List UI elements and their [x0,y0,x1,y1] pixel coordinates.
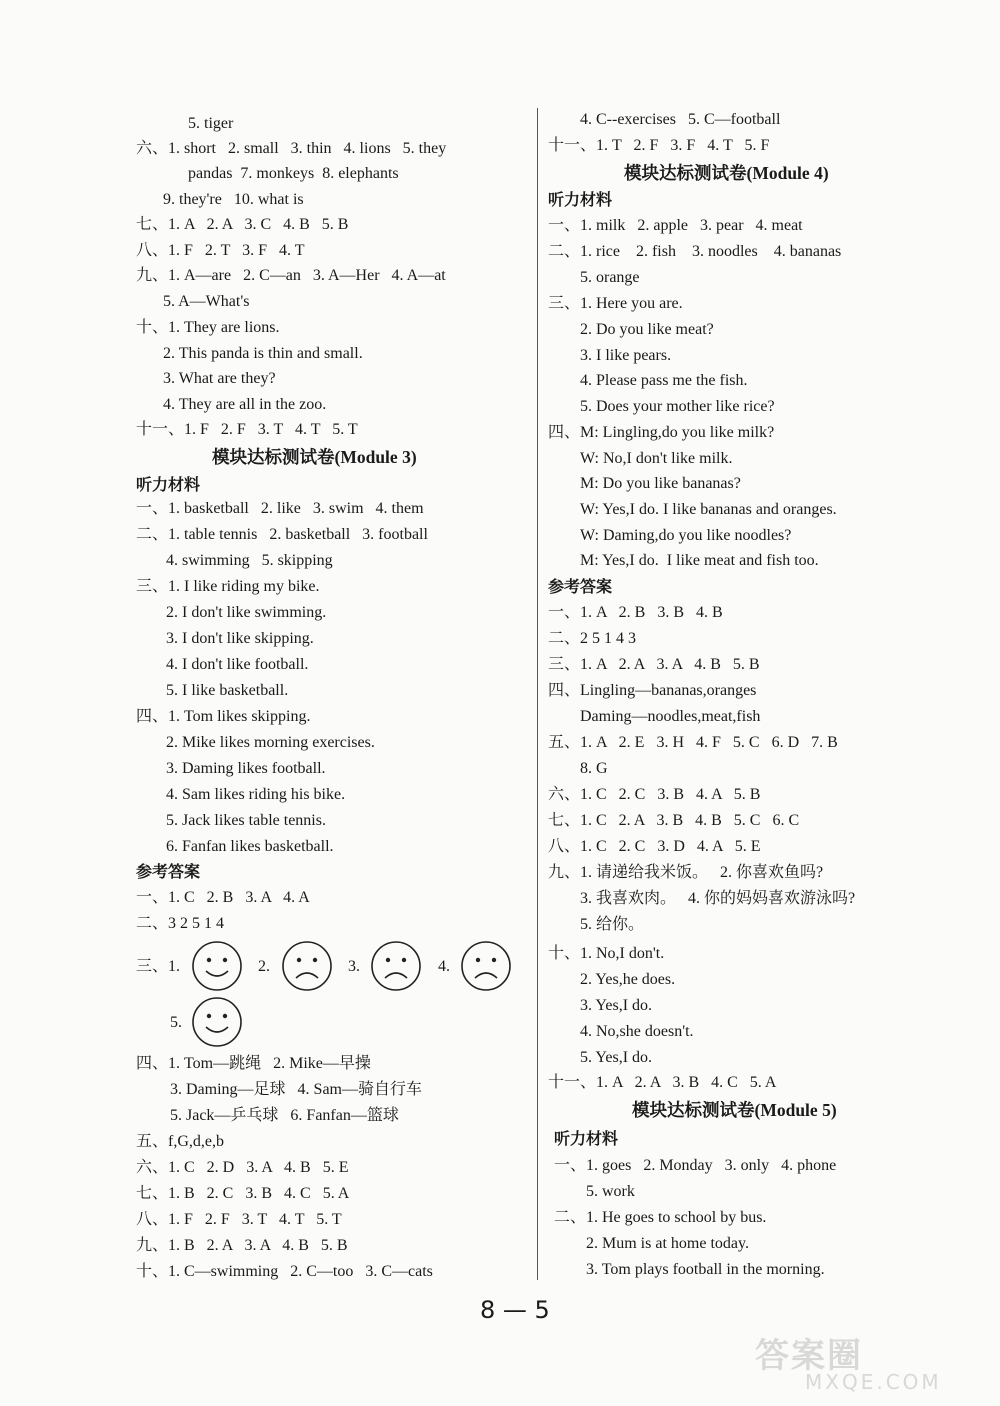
happy-face-icon [191,940,243,992]
left-answer-line: 三、1. I like riding my bike. [136,578,320,595]
left-answer-line: 3. I don't like skipping. [166,630,314,647]
left-answer-line: 2. This panda is thin and small. [163,345,363,362]
left-answer-line: 5. [170,1014,182,1031]
column-divider [537,108,538,1280]
right-answer-line: M: Yes,I do. I like meat and fish too. [580,552,819,569]
left-answer-line: 八、1. F 2. T 3. F 4. T [136,242,305,259]
sad-face-icon [370,940,422,992]
left-answer-line: 一、1. basketball 2. like 3. swim 4. them [136,500,424,517]
right-answer-line: 4. No,she doesn't. [580,1023,694,1040]
left-answer-line: 五、f,G,d,e,b [136,1133,224,1150]
left-answer-line: 5. Jack likes table tennis. [166,812,326,829]
left-answer-line: pandas 7. monkeys 8. elephants [188,165,399,182]
right-answer-line: 5. Yes,I do. [580,1049,653,1066]
right-answer-line: M: Do you like bananas? [580,475,741,492]
right-answer-line: W: Yes,I do. I like bananas and oranges. [580,501,837,518]
right-answer-line: 八、1. C 2. C 3. D 4. A 5. E [548,838,761,855]
right-answer-line: 一、1. A 2. B 3. B 4. B [548,604,723,621]
left-answer-line: 5. I like basketball. [166,682,289,699]
right-answer-line: 3. Tom plays football in the morning. [586,1261,825,1278]
right-answer-line: 3. Yes,I do. [580,997,653,1014]
right-answer-line: 3. I like pears. [580,347,672,364]
right-section-label: 听力材料 [548,192,613,209]
right-answer-line: 二、1. He goes to school by bus. [554,1209,767,1226]
left-answer-line: 六、1. short 2. small 3. thin 4. lions 5. they [136,140,447,157]
right-answer-line: 2. Mum is at home today. [586,1235,749,1252]
left-answer-line: 5. Jack—乒乓球 6. Fanfan—篮球 [170,1107,399,1124]
right-answer-line: Daming—noodles,meat,fish [580,708,761,725]
left-answer-line: 2. Mike likes morning exercises. [166,734,375,751]
left-answer-line: 二、3 2 5 1 4 [136,915,225,932]
left-answer-line: 四、1. Tom likes skipping. [136,708,311,725]
right-answer-line: 六、1. C 2. C 3. B 4. A 5. B [548,786,761,803]
right-answer-line: 二、1. rice 2. fish 3. noodles 4. bananas [548,243,842,260]
right-section-label: 参考答案 [548,579,613,596]
right-answer-line: 5. 给你。 [580,916,645,933]
right-answer-line: 一、1. goes 2. Monday 3. only 4. phone [554,1157,837,1174]
right-answer-line: 十、1. No,I don't. [548,945,665,962]
left-answer-line: 3. What are they? [163,370,276,387]
left-answer-line: 3. Daming—足球 4. Sam—骑自行车 [170,1081,422,1098]
left-answer-line: 十、1. They are lions. [136,319,280,336]
happy-face-icon [191,996,243,1048]
left-answer-line: 2. [258,958,270,975]
right-section-label: 听力材料 [554,1131,619,1148]
left-section-label: 听力材料 [136,477,201,494]
right-answer-line: 十一、1. A 2. A 3. B 4. C 5. A [548,1074,777,1091]
left-answer-line: 四、1. Tom—跳绳 2. Mike—早操 [136,1055,371,1072]
left-answer-line: 八、1. F 2. F 3. T 4. T 5. T [136,1211,342,1228]
module-heading: 模块达标测试卷(Module 3) [212,447,417,467]
left-answer-line: 4. [438,958,450,975]
left-answer-line: 三、1. [136,958,181,975]
module-heading: 模块达标测试卷(Module 5) [632,1100,837,1120]
right-answer-line: 四、Lingling—bananas,oranges [548,682,757,699]
left-answer-line: 六、1. C 2. D 3. A 4. B 5. E [136,1159,349,1176]
right-answer-line: 二、2 5 1 4 3 [548,630,637,647]
module-heading: 模块达标测试卷(Module 4) [624,163,829,183]
left-answer-line: 七、1. A 2. A 3. C 4. B 5. B [136,216,349,233]
right-answer-line: 2. Yes,he does. [580,971,676,988]
left-answer-line: 二、1. table tennis 2. basketball 3. football [136,526,428,543]
right-answer-line: 九、1. 请递给我米饭。 2. 你喜欢鱼吗? [548,864,824,881]
right-answer-line: 8. G [580,760,608,777]
watermark-url: MXQE.COM [805,1370,942,1394]
left-answer-line: 九、1. A—are 2. C—an 3. A—Her 4. A—at [136,267,446,284]
left-answer-line: 9. they're 10. what is [163,191,304,208]
sad-face-icon [281,940,333,992]
left-answer-line: 一、1. C 2. B 3. A 4. A [136,889,310,906]
left-answer-line: 5. A—What's [163,293,250,310]
left-section-label: 参考答案 [136,864,201,881]
left-answer-line: 4. swimming 5. skipping [166,552,333,569]
left-answer-line: 九、1. B 2. A 3. A 4. B 5. B [136,1237,348,1254]
left-answer-line: 十、1. C—swimming 2. C—too 3. C—cats [136,1263,433,1280]
sad-face-icon [460,940,512,992]
right-answer-line: 3. 我喜欢肉。 4. 你的妈妈喜欢游泳吗? [580,890,856,907]
right-answer-line: W: No,I don't like milk. [580,450,733,467]
right-answer-line: 5. Does your mother like rice? [580,398,775,415]
right-answer-line: 三、1. Here you are. [548,295,683,312]
left-answer-line: 3. [348,958,360,975]
right-answer-line: 三、1. A 2. A 3. A 4. B 5. B [548,656,760,673]
right-answer-line: 5. work [586,1183,635,1200]
right-answer-line: 4. C--exercises 5. C—football [580,111,781,128]
left-answer-line: 十一、1. F 2. F 3. T 4. T 5. T [136,421,358,438]
right-answer-line: 4. Please pass me the fish. [580,372,748,389]
right-answer-line: 四、M: Lingling,do you like milk? [548,424,775,441]
watermark-logo: 答案圈 [755,1336,863,1376]
right-answer-line: 2. Do you like meat? [580,321,714,338]
right-answer-line: 5. orange [580,269,640,286]
right-answer-line: 七、1. C 2. A 3. B 4. B 5. C 6. C [548,812,800,829]
left-answer-line: 5. tiger [188,115,234,132]
watermark [700,1328,990,1398]
right-answer-line: 一、1. milk 2. apple 3. pear 4. meat [548,217,803,234]
left-answer-line: 2. I don't like swimming. [166,604,327,621]
left-answer-line: 4. Sam likes riding his bike. [166,786,346,803]
right-answer-line: 五、1. A 2. E 3. H 4. F 5. C 6. D 7. B [548,734,838,751]
left-answer-line: 4. They are all in the zoo. [163,396,327,413]
left-answer-line: 3. Daming likes football. [166,760,326,777]
right-answer-line: 十一、1. T 2. F 3. F 4. T 5. F [548,137,770,154]
left-answer-line: 七、1. B 2. C 3. B 4. C 5. A [136,1185,350,1202]
left-answer-line: 6. Fanfan likes basketball. [166,838,334,855]
left-answer-line: 4. I don't like football. [166,656,309,673]
page-number: 8 — 5 [480,1296,550,1324]
right-answer-line: W: Daming,do you like noodles? [580,527,792,544]
